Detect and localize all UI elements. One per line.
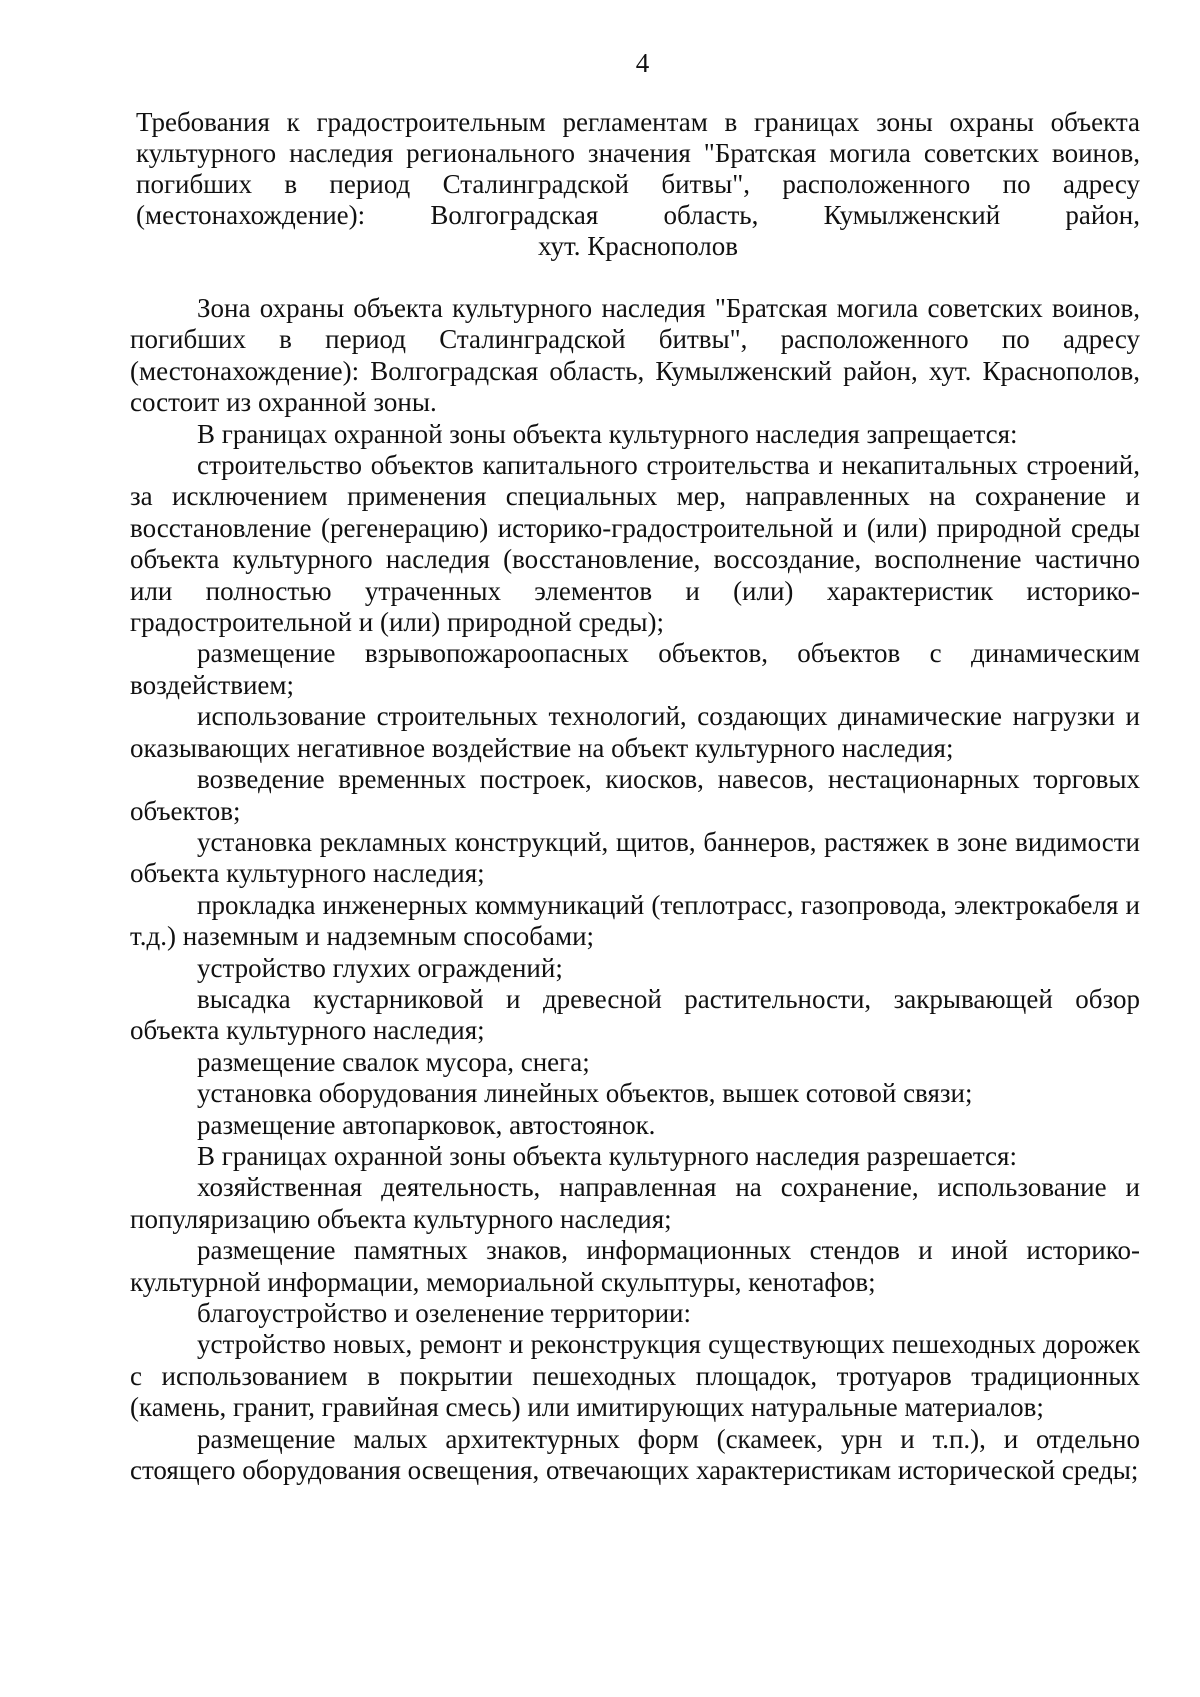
paragraph-prohibited-heading: В границах охранной зоны объекта культурного наследия запрещается:: [197, 418, 1018, 449]
list-item: строительство объектов капитального строительства и некапитальных строений, за исключением применения специальных мер, направленных на сохранение и восстановление (регенерацию) историко-градостроительной и (или) природной среды объекта культурного наследия (восстановление, воссоздание, восполнение частично или полностью утраченных элементов и (или) характеристик историко-градостроительной и (или) природной среды);: [130, 450, 1140, 638]
list-item: размещение памятных знаков, информационных стендов и иной историко-культурной информации, мемориальной скульптуры, кенотафов;: [130, 1235, 1140, 1297]
page-number: 4: [635, 48, 650, 78]
heading-line: Требования к градостроительным регламентам в границах зоны охраны объекта: [136, 107, 1140, 137]
list-item: размещение малых архитектурных форм (скамеек, урн и т.п.), и отдельно стоящего оборудования освещения, отвечающих характеристикам исторической среды;: [130, 1423, 1140, 1486]
heading-line: хут. Краснополов: [538, 231, 738, 261]
list-item: использование строительных технологий, создающих динамические нагрузки и оказывающих негативное воздействие на объект культурного наследия;: [130, 701, 1140, 763]
list-item: устройство глухих ограждений;: [197, 952, 563, 983]
list-item: прокладка инженерных коммуникаций (теплотрасс, газопровода, электрокабеля и т.д.) наземным и надземным способами;: [130, 889, 1140, 952]
document-body: [130, 293, 1140, 1486]
paragraph-zone-description: Зона охраны объекта культурного наследия "Братская могила советских воинов, погибших в период Сталинградской битвы", расположенного по адресу (местонахождение): Волгоградская область, Кумылженский район, хут. Краснополов, состоит из охранной зоны.: [130, 293, 1140, 418]
document-heading: [136, 107, 1140, 262]
paragraph-permitted-heading: В границах охранной зоны объекта культурного наследия разрешается:: [197, 1140, 1017, 1171]
heading-line: (местонахождение): Волгоградская область, Кумылженский район,: [136, 200, 1140, 230]
list-item: возведение временных построек, киосков, навесов, нестационарных торговых объектов;: [130, 764, 1140, 826]
list-item: хозяйственная деятельность, направленная на сохранение, использование и популяризацию объекта культурного наследия;: [130, 1172, 1140, 1234]
list-item: установка рекламных конструкций, щитов, баннеров, растяжек в зоне видимости объекта культурного наследия;: [130, 826, 1140, 889]
list-item: благоустройство и озеленение территории:: [197, 1298, 692, 1328]
list-item: размещение автопарковок, автостоянок.: [197, 1109, 656, 1140]
list-item: размещение свалок мусора, снега;: [197, 1046, 590, 1077]
list-item: высадка кустарниковой и древесной растительности, закрывающей обзор объекта культурного наследия;: [130, 983, 1140, 1046]
heading-line: погибших в период Сталинградской битвы", расположенного по адресу: [136, 169, 1140, 199]
list-item: установка оборудования линейных объектов, вышек сотовой связи;: [197, 1078, 973, 1109]
list-item: размещение взрывопожароопасных объектов, объектов с динамическим воздействием;: [130, 638, 1140, 700]
list-item: устройство новых, ремонт и реконструкция существующих пешеходных дорожек с использованием в покрытии пешеходных площадок, тротуаров традиционных (камень, гранит, гравийная смесь) или имитирующих натуральные материалов;: [130, 1329, 1140, 1423]
heading-line: культурного наследия регионального значения "Братская могила советских воинов,: [136, 138, 1140, 168]
